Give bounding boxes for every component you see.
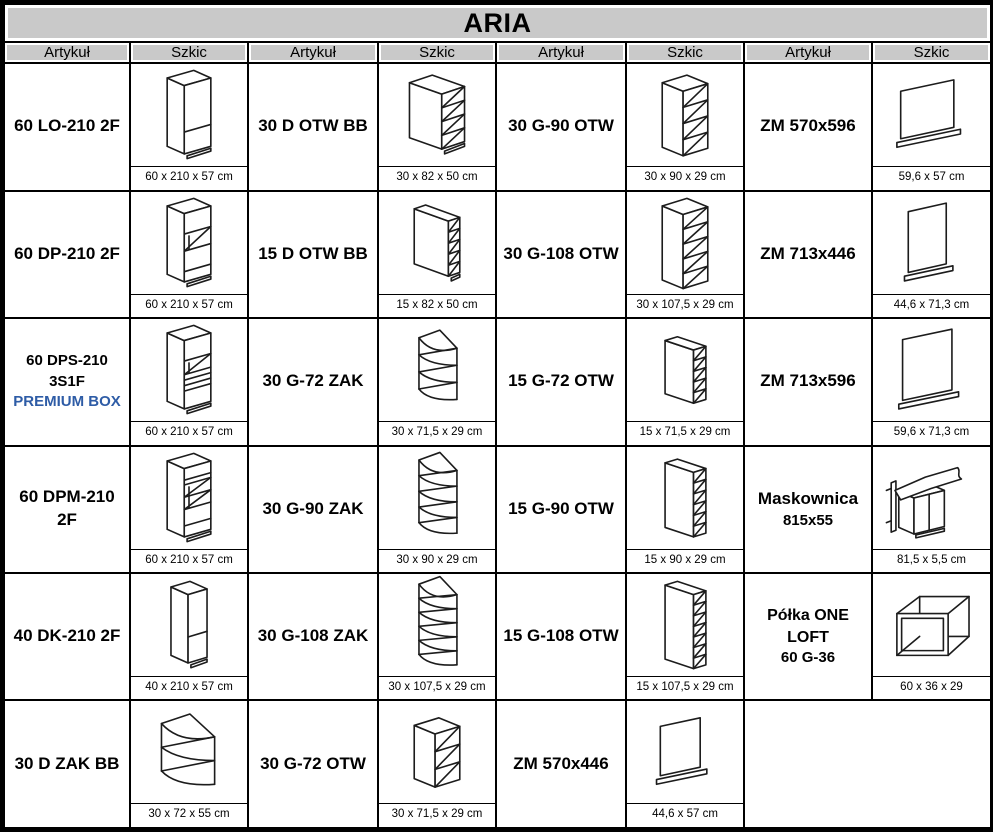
- tall-drawer-cabinet-sketch: [131, 319, 247, 421]
- article-code: 60 DPM-210 2F: [19, 487, 115, 530]
- sketch-dimensions: 15 x 90 x 29 cm: [627, 549, 743, 570]
- sketch-cell: [872, 191, 991, 318]
- table-row: [4, 191, 991, 318]
- title-row: [4, 4, 991, 42]
- article-code: Maskownica: [757, 488, 859, 508]
- article-cell: [496, 63, 626, 190]
- sketch-cell: [378, 318, 496, 445]
- sketch-cell: [378, 191, 496, 318]
- sketch-cell: [378, 700, 496, 828]
- article-code: 60 LO-210 2F: [14, 116, 120, 136]
- tall-cabinet-2fronts-sketch: [131, 64, 247, 166]
- sketch-dimensions: 59,6 x 57 cm: [873, 166, 990, 187]
- sketch-dimensions: 30 x 72 x 55 cm: [131, 803, 247, 824]
- column-header-szkic-3: Szkic: [626, 42, 744, 63]
- sketch-cell: [626, 63, 744, 190]
- column-header-artykul-3: Artykuł: [496, 42, 626, 63]
- article-code: 30 G-90 OTW: [508, 116, 614, 136]
- article-cell: [248, 700, 378, 828]
- catalog-table: [3, 3, 992, 829]
- corner-wall-shelf-sketch: [379, 447, 495, 549]
- sketch-cell: [130, 63, 248, 190]
- sketch-cell: [626, 700, 744, 828]
- sketch-dimensions: 30 x 90 x 29 cm: [379, 549, 495, 570]
- article-code-line2: 60 G-36: [780, 649, 836, 667]
- empty-cell: [744, 700, 991, 828]
- article-code: ZM 570x596: [760, 116, 856, 136]
- sketch-dimensions: 30 x 71,5 x 29 cm: [379, 421, 495, 442]
- article-cell: [4, 63, 130, 190]
- column-header-artykul-2: Artykuł: [248, 42, 378, 63]
- panel-sketch: [873, 192, 990, 294]
- column-header-szkic-4: Szkic: [872, 42, 991, 63]
- article-code: 30 G-72 OTW: [260, 753, 366, 773]
- article-code: Półka ONE LOFT: [767, 607, 849, 646]
- article-cell: [496, 446, 626, 573]
- article-code: 60 DPS-210 3S1F: [26, 352, 108, 390]
- sketch-dimensions: 60 x 210 x 57 cm: [131, 421, 247, 442]
- sketch-dimensions: 44,6 x 71,3 cm: [873, 294, 990, 315]
- tall-narrow-cabinet-sketch: [131, 574, 247, 676]
- column-header-szkic-2: Szkic: [378, 42, 496, 63]
- sketch-cell: [130, 446, 248, 573]
- panel-sketch: [873, 319, 990, 421]
- sketch-cell: [626, 446, 744, 573]
- table-row: [4, 63, 991, 190]
- article-cell: [744, 573, 872, 700]
- article-code: 30 G-72 ZAK: [262, 371, 364, 391]
- article-cell: [496, 573, 626, 700]
- sketch-dimensions: 40 x 210 x 57 cm: [131, 676, 247, 697]
- article-code: 15 G-90 OTW: [508, 498, 614, 518]
- loft-frame-shelf-sketch: [873, 574, 990, 676]
- article-cell: [744, 446, 872, 573]
- sketch-cell: [872, 63, 991, 190]
- article-cell: [744, 191, 872, 318]
- wall-open-narrow-sketch: [627, 574, 743, 676]
- sketch-cell: [872, 318, 991, 445]
- sketch-dimensions: 81,5 x 5,5 cm: [873, 549, 990, 570]
- article-cell: [4, 573, 130, 700]
- article-code: 30 D OTW BB: [258, 116, 368, 136]
- article-cell: [4, 318, 130, 445]
- corner-wall-shelf-sketch: [379, 574, 495, 676]
- sketch-dimensions: 15 x 71,5 x 29 cm: [627, 421, 743, 442]
- column-header-szkic-1: Szkic: [130, 42, 248, 63]
- sketch-cell: [378, 573, 496, 700]
- tall-microwave-cabinet-sketch: [131, 447, 247, 549]
- sketch-dimensions: 15 x 107,5 x 29 cm: [627, 676, 743, 697]
- sketch-cell: [626, 573, 744, 700]
- article-code: 30 G-108 OTW: [503, 243, 619, 263]
- table-row: [4, 318, 991, 445]
- article-code: 60 DP-210 2F: [14, 243, 120, 263]
- sketch-cell: [378, 446, 496, 573]
- table-row: [4, 446, 991, 573]
- header-row: [4, 42, 991, 63]
- article-code: ZM 713x446: [760, 243, 856, 263]
- sketch-dimensions: 30 x 82 x 50 cm: [379, 166, 495, 187]
- wall-open-narrow-sketch: [627, 447, 743, 549]
- sketch-dimensions: 30 x 107,5 x 29 cm: [627, 294, 743, 315]
- sketch-cell: [378, 63, 496, 190]
- sketch-dimensions: 30 x 71,5 x 29 cm: [379, 803, 495, 824]
- base-open-narrow-sketch: [379, 192, 495, 294]
- mask-strip-sketch: [873, 447, 990, 549]
- sketch-dimensions: 44,6 x 57 cm: [627, 803, 743, 824]
- article-cell: [4, 446, 130, 573]
- sketch-cell: [872, 573, 991, 700]
- sketch-cell: [130, 191, 248, 318]
- article-cell: [4, 191, 130, 318]
- sketch-dimensions: 59,6 x 71,3 cm: [873, 421, 990, 442]
- article-cell: [248, 573, 378, 700]
- article-code-line2: 815x55: [782, 511, 834, 529]
- table-row: [4, 573, 991, 700]
- corner-base-open-sketch: [131, 701, 247, 803]
- article-cell: [248, 318, 378, 445]
- sketch-dimensions: 60 x 210 x 57 cm: [131, 549, 247, 570]
- sketch-cell: [626, 318, 744, 445]
- article-cell: [744, 318, 872, 445]
- table-row: [4, 700, 991, 828]
- sketch-cell: [130, 700, 248, 828]
- sketch-cell: [130, 318, 248, 445]
- sketch-dimensions: 30 x 90 x 29 cm: [627, 166, 743, 187]
- article-cell: [496, 318, 626, 445]
- base-open-shelf-sketch: [379, 64, 495, 166]
- sketch-cell: [626, 191, 744, 318]
- wall-open-shelf-sketch: [379, 701, 495, 803]
- wall-open-shelf-sketch: [627, 192, 743, 294]
- article-code: 15 D OTW BB: [258, 243, 368, 263]
- sketch-dimensions: 30 x 107,5 x 29 cm: [379, 676, 495, 697]
- tall-oven-cabinet-sketch: [131, 192, 247, 294]
- article-code: 15 G-108 OTW: [503, 626, 619, 646]
- column-header-artykul-4: Artykuł: [744, 42, 872, 63]
- sketch-cell: [130, 573, 248, 700]
- article-cell: [496, 191, 626, 318]
- article-cell: [744, 63, 872, 190]
- article-code: 40 DK-210 2F: [13, 626, 121, 646]
- article-cell: [248, 63, 378, 190]
- sketch-dimensions: 15 x 82 x 50 cm: [379, 294, 495, 315]
- panel-sketch: [873, 64, 990, 166]
- wall-open-narrow-sketch: [627, 319, 743, 421]
- article-cell: [248, 191, 378, 318]
- wall-open-shelf-sketch: [627, 64, 743, 166]
- panel-sketch: [627, 701, 743, 803]
- article-cell: [496, 700, 626, 828]
- sketch-cell: [872, 446, 991, 573]
- sketch-dimensions: 60 x 210 x 57 cm: [131, 166, 247, 187]
- article-code: 30 G-108 ZAK: [257, 626, 369, 646]
- sketch-dimensions: 60 x 36 x 29: [873, 676, 990, 697]
- column-header-artykul-1: Artykuł: [4, 42, 130, 63]
- article-code: 30 G-90 ZAK: [262, 498, 364, 518]
- catalog-title: ARIA: [4, 4, 991, 42]
- article-cell: [248, 446, 378, 573]
- article-cell: [4, 700, 130, 828]
- article-code: ZM 570x446: [513, 753, 609, 773]
- article-code: 30 D ZAK BB: [14, 753, 120, 773]
- sketch-dimensions: 60 x 210 x 57 cm: [131, 294, 247, 315]
- article-code: ZM 713x596: [760, 371, 856, 391]
- article-code: 15 G-72 OTW: [508, 371, 614, 391]
- premium-box-label: PREMIUM BOX: [13, 392, 121, 410]
- corner-wall-shelf-sketch: [379, 319, 495, 421]
